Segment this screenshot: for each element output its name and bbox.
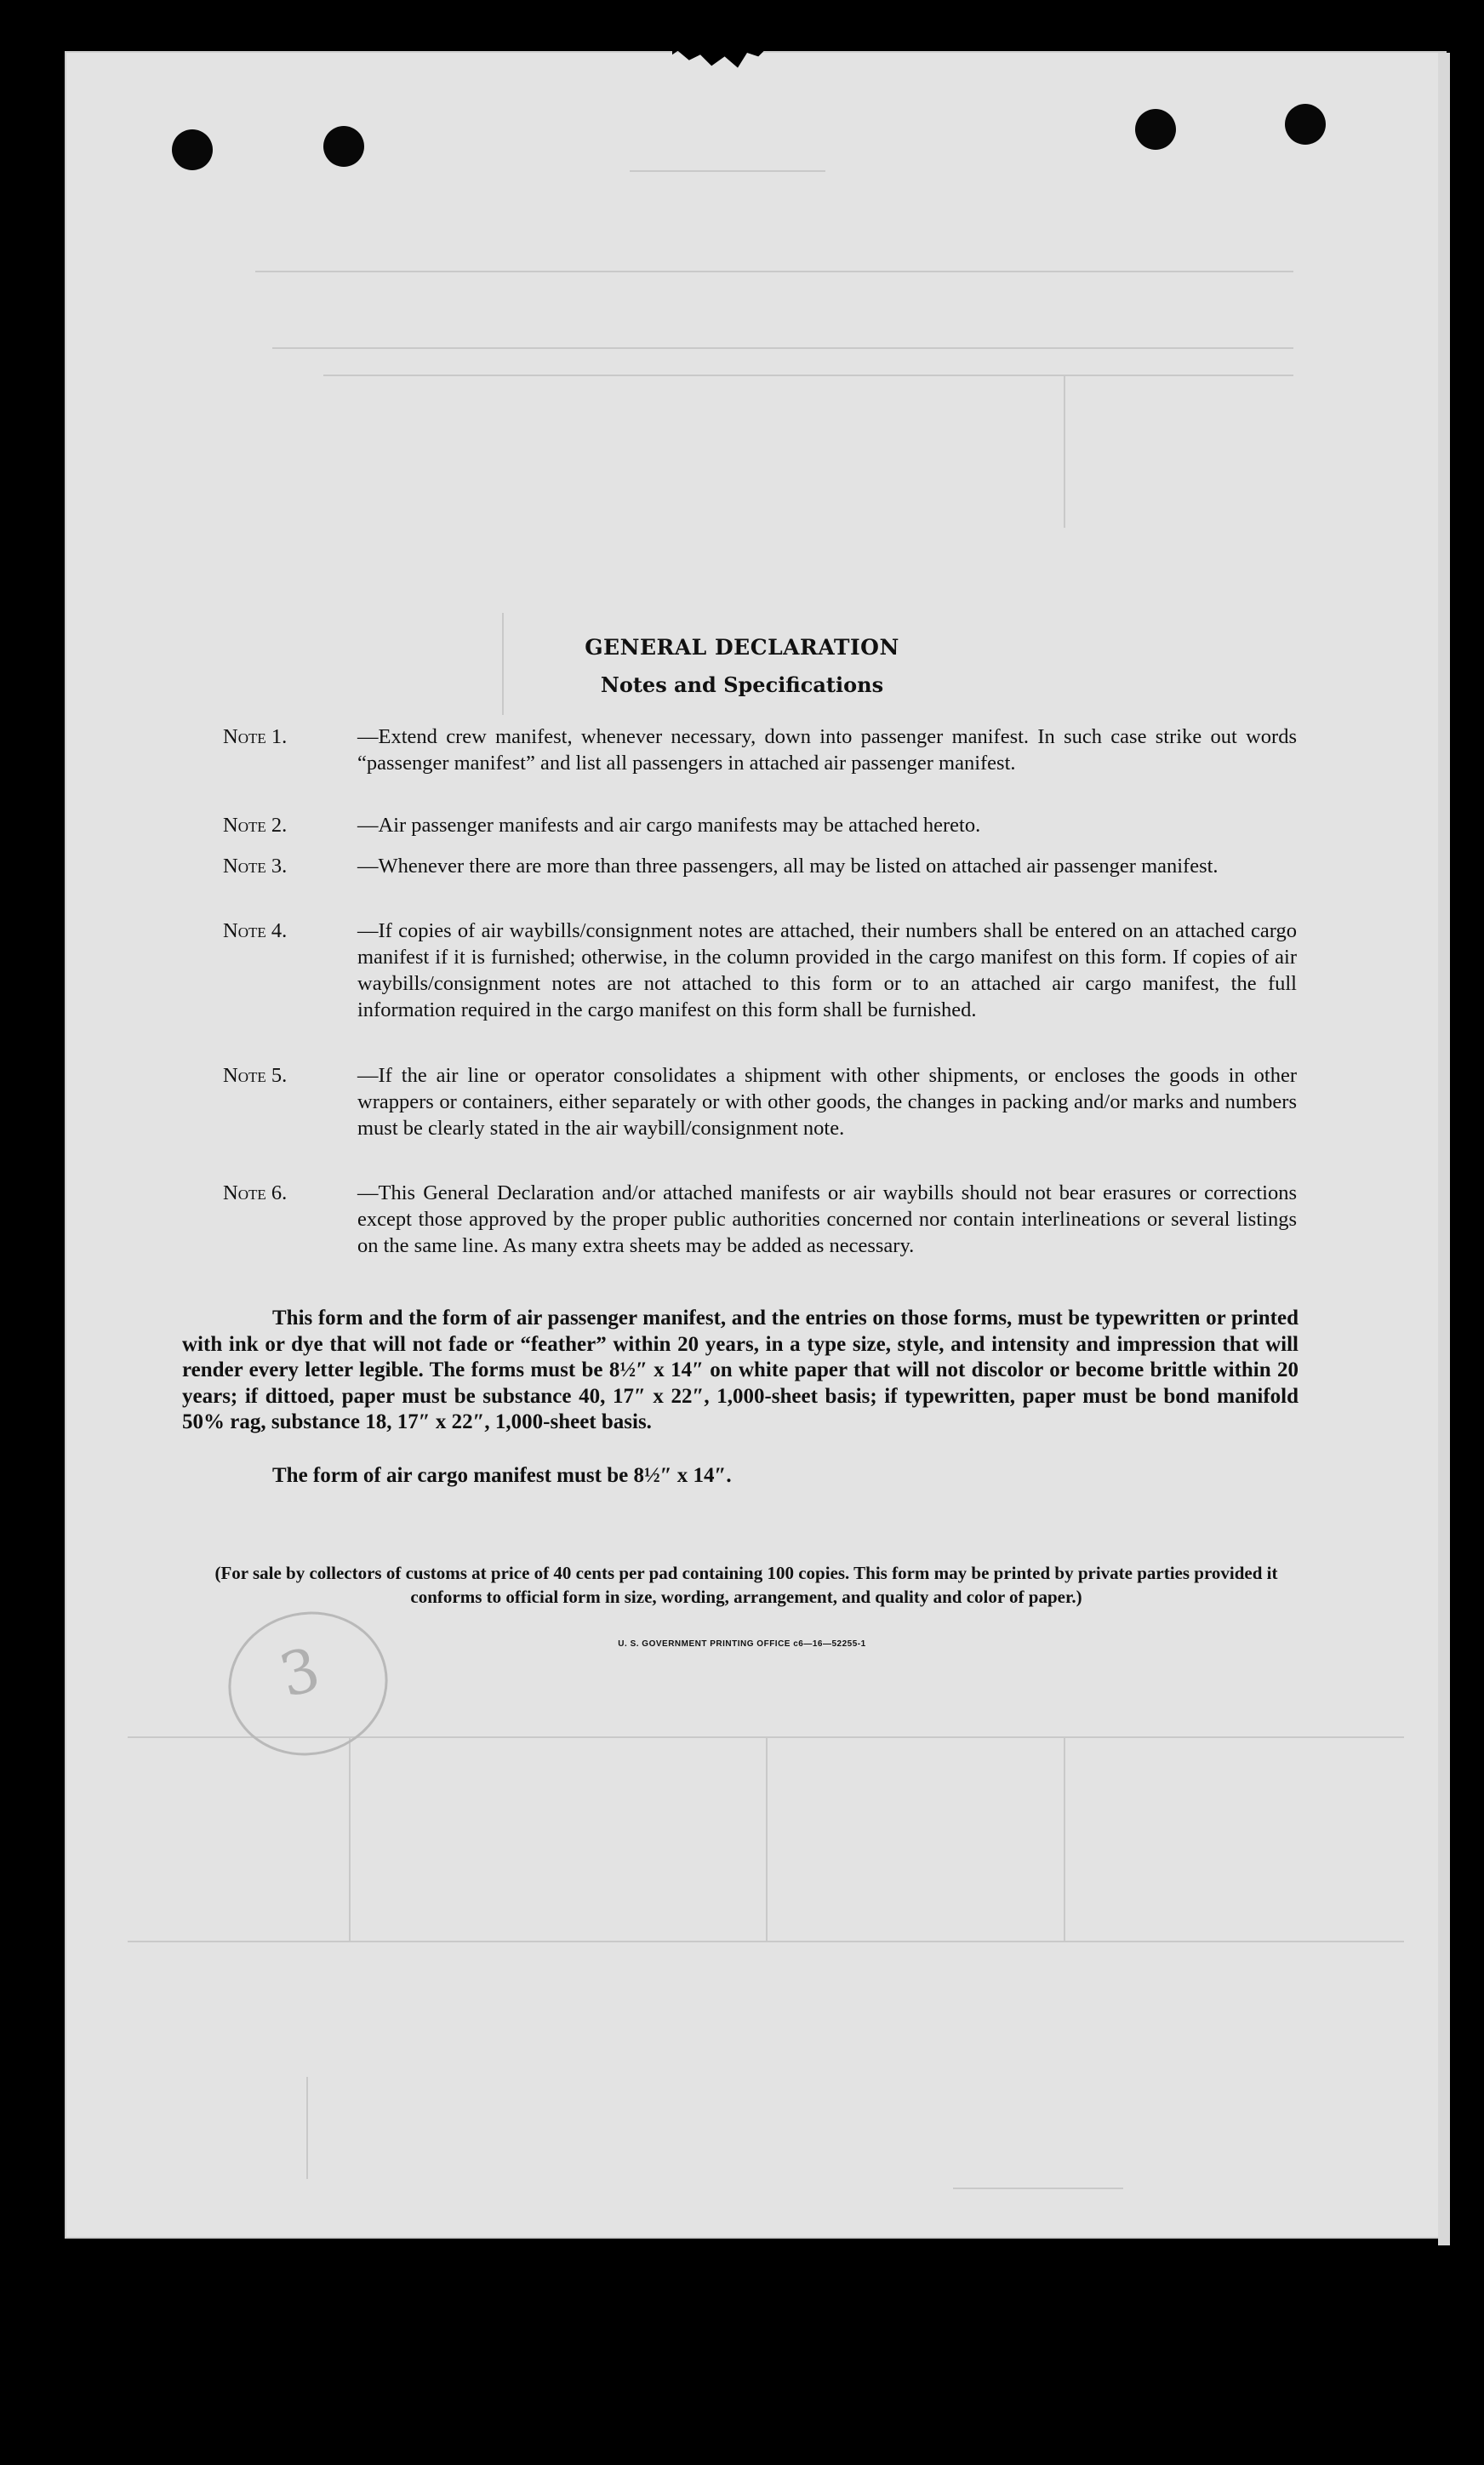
sale-note: (For sale by collectors of customs at price of 40 cents per pad containing 100 copies. This form may be printed by private parties provided it conforms to official form in size, wording, arrangement, and quality and color of paper.) — [214, 1563, 1278, 1607]
bleed-through-line — [766, 1736, 768, 1941]
bleed-through-line — [1064, 375, 1065, 528]
bleed-through-line — [502, 613, 504, 715]
note-text: —If copies of air waybills/consignment notes are attached, their numbers shall be entered on an attached cargo manifest if it is furnished; otherwise, in the column provided in the cargo manifest on this form. If copies of air waybills/consignment notes are not attached to this form or to an attached air cargo manifest, the full information required in the cargo manifest on this form shall be furnished. — [357, 919, 1297, 1021]
punch-hole — [1135, 109, 1176, 150]
bleed-through-line — [1064, 1736, 1065, 1941]
form-requirements-text: This form and the form of air passenger manifest, and the entries on those forms, must be typewritten or printed with ink or dye that will not fade or “feather” within 20 years, in a type size, style, and intensity and impression that will render every letter legible. The forms must be 8½″ x 14″ on white paper that will not discolor or become brittle within 20 years; if dittoed, paper must be substance 40, 17″ x 22″, 1,000-sheet basis; if typewritten, paper must be bond manifold 50% rag, substance 18, 17″ x 22″, 1,000-sheet basis. — [182, 1307, 1298, 1433]
bleed-through-line — [255, 271, 1293, 272]
note-2 — [223, 812, 1297, 838]
note-label: Note 4. — [223, 919, 288, 942]
bleed-through-line — [128, 1941, 1404, 1942]
note-text: —If the air line or operator consolidates a shipment with other shipments, or encloses the goods in other wrappers or containers, either separately or with other goods, the changes in packing and/or marks and numbers must be clearly stated in the air waybill/consignment note. — [357, 1064, 1297, 1140]
note-label: Note 6. — [223, 1181, 288, 1204]
bleed-through-line — [349, 1736, 351, 1941]
note-text: —Extend crew manifest, whenever necessary, down into passenger manifest. In such case strike out words “passenger manifest” and list all passengers in attached air passenger manifest. — [357, 725, 1297, 775]
note-label: Note 2. — [223, 814, 288, 837]
note-label: Note 1. — [223, 725, 288, 748]
punch-hole — [323, 126, 364, 167]
note-5 — [223, 1062, 1297, 1141]
note-text: —Whenever there are more than three passengers, all may be listed on attached air passenger manifest. — [357, 855, 1219, 878]
page-title: GENERAL DECLARATION — [585, 635, 899, 660]
form-requirements-paragraph — [182, 1306, 1298, 1436]
document-sheet — [65, 51, 1447, 2239]
bleed-through-line — [306, 2077, 308, 2179]
note-text: —Air passenger manifests and air cargo manifests may be attached hereto. — [357, 814, 981, 837]
note-4 — [223, 918, 1297, 1023]
stamp-number: 3 — [272, 1633, 328, 1712]
bleed-through-line — [630, 170, 825, 172]
bleed-through-line — [953, 2188, 1123, 2189]
cargo-manifest-size: The form of air cargo manifest must be 8½″ x 14″. — [272, 1464, 732, 1487]
page-subtitle: Notes and Specifications — [600, 672, 884, 697]
punch-hole — [1285, 104, 1326, 145]
note-text: —This General Declaration and/or attached manifests or air waybills should not bear erasures or corrections except those approved by the proper public authorities concerned nor contain interlineations or several listings on the same line. As many extra sheets may be added as necessary. — [357, 1181, 1297, 1257]
bleed-through-line — [272, 347, 1293, 349]
bleed-through-line — [323, 375, 1293, 376]
printing-office-line: U. S. GOVERNMENT PRINTING OFFICE c6—16—52255-1 — [618, 1639, 866, 1649]
note-3 — [223, 853, 1297, 879]
sheet-edge — [1438, 53, 1450, 2245]
note-1 — [223, 723, 1297, 776]
punch-hole — [172, 129, 213, 170]
note-label: Note 5. — [223, 1064, 288, 1087]
note-6 — [223, 1180, 1297, 1259]
note-label: Note 3. — [223, 855, 288, 878]
